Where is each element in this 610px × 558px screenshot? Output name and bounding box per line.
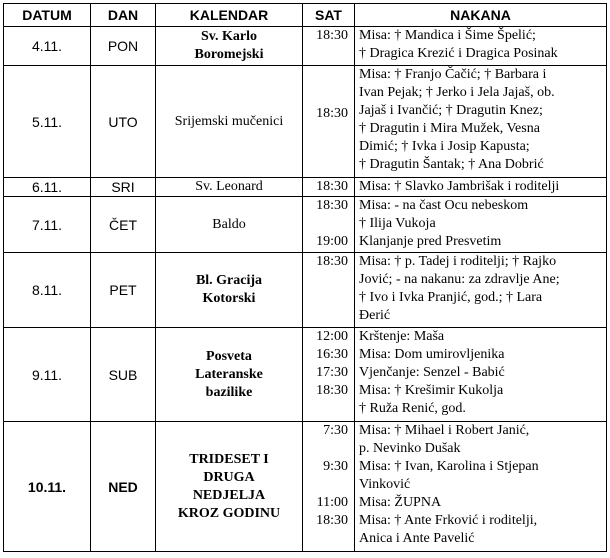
time-line: 18:30 (316, 179, 348, 194)
calendar-cell (156, 328, 303, 422)
calendar-cell (156, 178, 303, 197)
calendar-line: Srijemski mučenici (174, 113, 284, 129)
intention-line: † Dragutin Šantak; † Ana Dobrić (359, 157, 544, 172)
header-kalendar: KALENDAR (156, 4, 303, 27)
time-cell (303, 422, 355, 552)
table-row (4, 27, 607, 66)
time-line: 16:30 (316, 347, 348, 362)
time-line: 12:00 (316, 329, 348, 344)
intention-line: † Ilija Vukoja (359, 216, 436, 231)
header-sat: SAT (303, 4, 355, 27)
calendar-line: KROZ GODINU (177, 505, 281, 521)
header-row (4, 4, 607, 27)
intention-cell (355, 197, 607, 253)
table-row (4, 66, 607, 178)
intention-line: Dimić; † Ivka i Josip Kapusta; (359, 139, 530, 154)
intention-line: Misa: - na čast Ocu nebeskom (359, 198, 529, 213)
intention-line: Krštenje: Maša (359, 329, 445, 344)
calendar-cell (156, 253, 303, 328)
table-row (4, 328, 607, 422)
calendar-cell (156, 66, 303, 178)
intention-line: Misa: † Mandica i Šime Špelić; (359, 28, 536, 43)
time-line: 18:30 (316, 383, 348, 398)
intention-line: † Ivo i Ivka Pranjić, god.; † Lara (359, 290, 543, 305)
time-cell (303, 328, 355, 422)
day-cell: PON (91, 27, 156, 66)
header-nakana: NAKANA (355, 4, 607, 27)
intention-cell (355, 66, 607, 178)
calendar-line: Posveta (206, 348, 252, 364)
day-cell: SUB (91, 328, 156, 422)
time-cell (303, 178, 355, 197)
day-cell: SRI (91, 178, 156, 197)
table-row (4, 178, 607, 197)
calendar-line: DRUGA (203, 469, 255, 485)
intention-cell (355, 178, 607, 197)
intention-line: Misa: † Mihael i Robert Janić, (359, 423, 530, 438)
date-cell: 5.11. (4, 66, 91, 178)
time-line: 18:30 (316, 254, 348, 269)
time-line: 17:30 (316, 365, 348, 380)
calendar-line: NEDJELJA (192, 487, 266, 503)
date-cell: 7.11. (4, 197, 91, 253)
date-cell: 8.11. (4, 253, 91, 328)
time-line: 7:30 (323, 423, 348, 438)
intention-line: † Ruža Renić, god. (359, 401, 466, 416)
date-cell: 10.11. (4, 422, 91, 552)
intention-line: Vinković (359, 477, 411, 492)
table-row (4, 197, 607, 253)
intention-line: † Dragutin i Mira Mužek, Vesna (359, 121, 540, 136)
calendar-line: Sv. Leonard (195, 179, 263, 194)
day-cell: UTO (91, 66, 156, 178)
header-datum: DATUM (4, 4, 91, 27)
date-cell: 6.11. (4, 178, 91, 197)
intention-line: Misa: † Ante Frković i roditelji, (359, 513, 538, 528)
intention-line: Vjenčanje: Senzel - Babić (359, 365, 505, 380)
calendar-line: Boromejski (194, 47, 264, 62)
schedule-table (3, 3, 607, 552)
intention-line: Misa: † p. Tadej i roditelji; † Rajko (359, 254, 557, 269)
calendar-line: Bl. Gracija (195, 273, 263, 288)
time-cell (303, 66, 355, 178)
time-line: 18:30 (316, 198, 348, 213)
time-spacer (303, 440, 348, 458)
date-cell: 4.11. (4, 27, 91, 66)
intention-line: Misa: ŽUPNA (359, 495, 442, 510)
date-cell: 9.11. (4, 328, 91, 422)
intention-line: Misa: † Krešimir Kukolja (359, 383, 504, 398)
intention-line: Jović; - na nakanu: za zdravlje Ane; (359, 272, 560, 287)
table-row (4, 422, 607, 552)
time-cell (303, 253, 355, 328)
calendar-line: Lateranske (195, 366, 263, 382)
calendar-cell (156, 197, 303, 253)
intention-line: Misa: † Franjo Čačić; † Barbara i (359, 67, 547, 82)
time-line: 18:30 (316, 513, 348, 528)
calendar-line: bazilike (205, 384, 253, 400)
calendar-line: Baldo (212, 216, 246, 232)
intention-line: Misa: † Ivan, Karolina i Stjepan (359, 459, 539, 474)
time-line: 18:30 (316, 105, 348, 121)
time-spacer (303, 215, 348, 233)
calendar-cell (156, 422, 303, 552)
calendar-line: TRIDESET I (189, 451, 269, 467)
intention-line: Misa: Dom umirovljenika (359, 347, 505, 362)
time-line: 9:30 (323, 459, 348, 474)
header-dan: DAN (91, 4, 156, 27)
day-cell: NED (91, 422, 156, 552)
time-line: 19:00 (316, 234, 348, 249)
intention-line: Misa: † Slavko Jambrišak i roditelji (359, 179, 560, 194)
day-cell: ČET (91, 197, 156, 253)
calendar-cell (156, 27, 303, 66)
intention-cell (355, 253, 607, 328)
time-spacer (303, 476, 348, 494)
time-cell (303, 197, 355, 253)
time-line: 11:00 (316, 495, 348, 510)
time-cell (303, 27, 355, 66)
calendar-line: Sv. Karlo (200, 29, 257, 44)
intention-line: Anica i Ante Pavelić (359, 531, 475, 546)
calendar-line: Kotorski (202, 291, 256, 306)
intention-line: Ivan Pejak; † Jerko i Jela Jajaš, ob. (359, 85, 555, 100)
intention-line: p. Nevinko Dušak (359, 441, 461, 456)
day-cell: PET (91, 253, 156, 328)
intention-cell (355, 328, 607, 422)
time-line: 18:30 (316, 28, 348, 43)
intention-line: Klanjanje pred Presvetim (359, 234, 502, 249)
intention-cell (355, 422, 607, 552)
table-row (4, 253, 607, 328)
intention-line: Jajaš i Ivančić; † Dragutin Knez; (359, 103, 543, 118)
intention-line: Đerić (359, 308, 391, 323)
intention-line: † Dragica Krezić i Dragica Posinak (359, 46, 558, 61)
intention-cell (355, 27, 607, 66)
